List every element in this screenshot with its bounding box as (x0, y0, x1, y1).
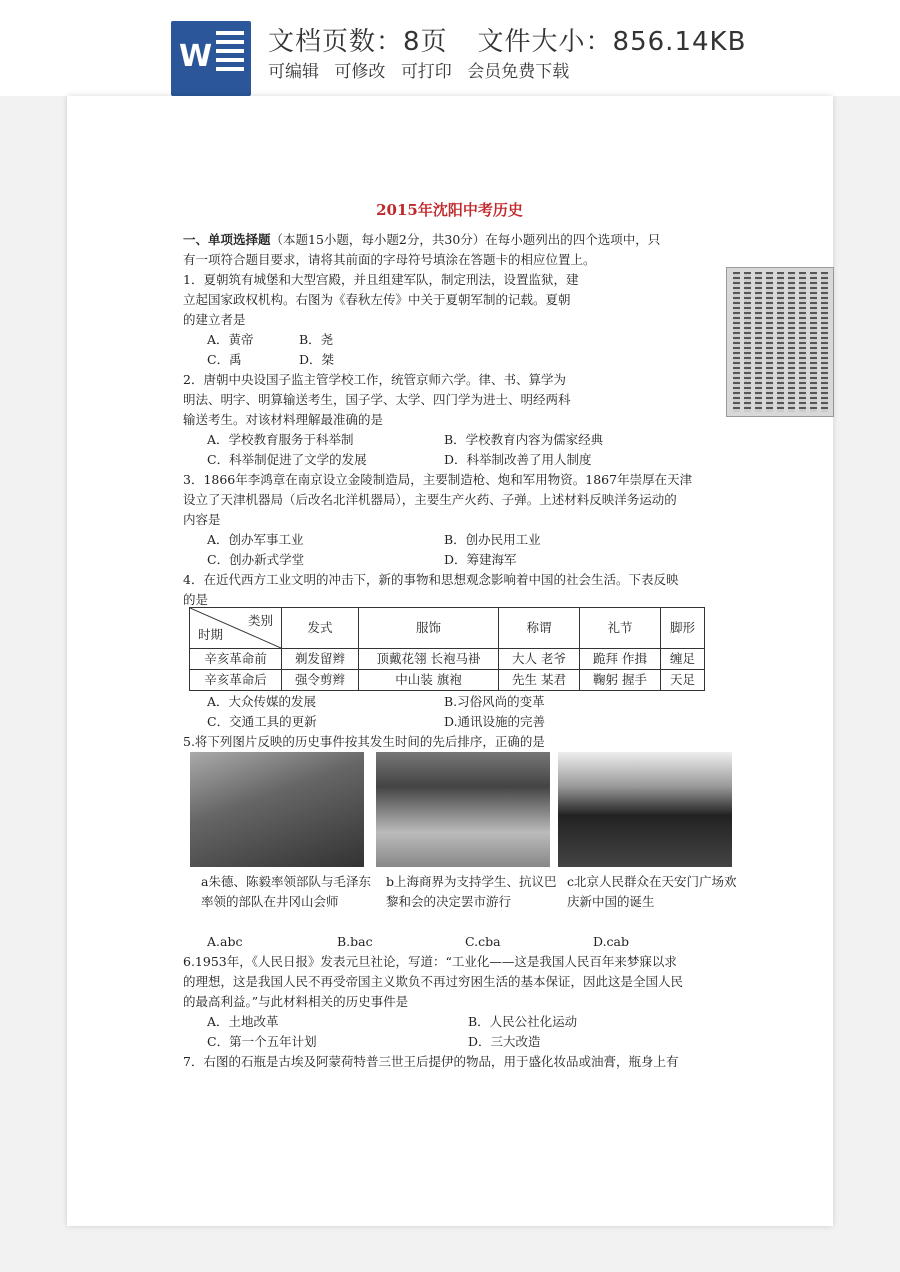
table-cell: 辛亥革命后 (190, 670, 282, 691)
q4-option-a: A．大众传媒的发展 (207, 694, 317, 709)
file-size: 文件大小：856.14KB (477, 27, 747, 57)
feature-member-download: 会员免费下载 (467, 62, 570, 82)
question-6-line: 的理想，这是我国人民不再受帝国主义欺负不再过穷困生活的基本保证，因此这是全国人民 (183, 974, 684, 989)
question-1-line: 立起国家政权机构。右图为《春秋左传》中关于夏朝军制的记载。夏朝 (183, 292, 571, 307)
q2-option-d: D．科举制改善了用人制度 (444, 452, 592, 467)
q5-option-a: A.abc (207, 934, 243, 949)
word-document-icon: W (171, 21, 251, 96)
table-header: 服饰 (359, 608, 499, 649)
question-2-line: 明法、明字、明算输送考生，国子学、太学、四门学为进士、明经两科 (183, 392, 571, 407)
q6-option-c: C．第一个五年计划 (207, 1034, 317, 1049)
question-5-line: 5.将下列图片反映的历史事件按其发生时间的先后排序，正确的是 (183, 734, 545, 749)
table-cell: 中山装 旗袍 (359, 670, 499, 691)
question-4-line: 4．在近代西方工业文明的冲击下，新的事物和思想观念影响着中国的社会生活。下表反映 (183, 572, 679, 587)
question-3-line: 内容是 (183, 512, 221, 527)
page-count: 文档页数：8页 (268, 27, 448, 57)
q4-option-b: B.习俗风尚的变革 (444, 694, 545, 709)
feature-editable: 可编辑 (268, 62, 319, 82)
table-cell: 剃发留辫 (282, 649, 359, 670)
banner-title (268, 21, 746, 58)
q2-option-b: B．学校教育内容为儒家经典 (444, 432, 604, 447)
shanghai-strike-photo (376, 752, 550, 867)
section-heading: 一、单项选择题（本题15小题，每小题2分，共30分）在每小题列出的四个选项中，只 (183, 232, 661, 247)
q5-option-c: C.cba (465, 934, 501, 949)
q3-option-c: C．创办新式学堂 (207, 552, 305, 567)
q4-option-c: C．交通工具的更新 (207, 714, 317, 729)
question-2-line: 输送考生。对该材料理解最准确的是 (183, 412, 384, 427)
download-banner (0, 0, 900, 96)
table-cell: 辛亥革命前 (190, 649, 282, 670)
q1-option-a: A．黄帝 (207, 332, 254, 347)
q6-option-d: D．三大改造 (468, 1034, 541, 1049)
q5-option-b: B.bac (337, 934, 373, 949)
table-cell: 顶戴花翎 长袍马褂 (359, 649, 499, 670)
question-6-line: 的最高利益。”与此材料相关的历史事件是 (183, 994, 409, 1009)
section-instruction: 有一项符合题目要求，请将其前面的字母符号填涂在答题卡的相应位置上。 (183, 252, 596, 267)
q1-option-b: B．尧 (299, 332, 334, 347)
q6-option-b: B．人民公社化运动 (468, 1014, 578, 1029)
tiananmen-celebration-photo (558, 752, 732, 867)
question-6-line: 6.1953年，《人民日报》发表元旦社论，写道：“工业化——这是我国人民百年来梦寐以求 (183, 954, 677, 969)
table-cell: 先生 某君 (499, 670, 580, 691)
table-corner-cell (190, 608, 282, 649)
corner-category-label: 类别 (247, 613, 273, 628)
table-cell: 强令剪辫 (282, 670, 359, 691)
table-header-row (190, 608, 705, 649)
corner-period-label: 时期 (198, 626, 224, 642)
q1-option-c: C．禹 (207, 352, 242, 367)
jinggangshan-meeting-photo (190, 752, 364, 867)
table-row (190, 670, 705, 691)
q2-option-c: C．科举制促进了文学的发展 (207, 452, 367, 467)
table-cell: 跪拜 作揖 (580, 649, 661, 670)
photo-caption-b: b上海商界为支持学生、抗议巴黎和会的决定罢市游行 (386, 874, 557, 909)
question-2-line: 2．唐朝中央设国子监主管学校工作，统管京师六学。律、书、算学为 (183, 372, 566, 387)
table-row (190, 649, 705, 670)
table-header: 称谓 (499, 608, 580, 649)
question-1-line: 1．夏朝筑有城堡和大型宫殿，并且组建军队，制定刑法，设置监狱，建 (183, 272, 579, 287)
feature-list (268, 57, 579, 82)
chunqiu-zuozhuan-page-image (726, 267, 834, 417)
feature-modifiable: 可修改 (334, 62, 386, 82)
document-page (67, 96, 833, 1226)
table-header: 发式 (282, 608, 359, 649)
question-3-line: 3．1866年李鸿章在南京设立金陵制造局，主要制造枪、炮和军用物资。1867年崇厚在天津 (183, 472, 693, 487)
table-cell: 天足 (661, 670, 705, 691)
q3-option-d: D．筹建海军 (444, 552, 517, 567)
photo-caption-a: a朱德、陈毅率领部队与毛泽东率领的部队在井冈山会师 (201, 874, 371, 909)
photo-caption-c: c北京人民群众在天安门广场欢庆新中国的诞生 (567, 874, 737, 909)
q1-option-d: D．桀 (299, 352, 335, 367)
question-4-line: 的是 (183, 592, 209, 607)
customs-comparison-table (189, 607, 705, 691)
table-header: 脚形 (661, 608, 705, 649)
feature-printable: 可打印 (400, 62, 452, 82)
question-3-line: 设立了天津机器局（后改名北洋机器局），主要生产火药、子弹。上述材料反映洋务运动的 (183, 492, 677, 507)
q6-option-a: A．土地改革 (207, 1014, 279, 1029)
q4-option-d: D.通讯设施的完善 (444, 714, 546, 729)
question-1-line: 的建立者是 (183, 312, 246, 327)
q5-option-d: D.cab (593, 934, 630, 949)
q3-option-a: A．创办军事工业 (207, 532, 304, 547)
q2-option-a: A．学校教育服务于科举制 (207, 432, 354, 447)
table-cell: 缠足 (661, 649, 705, 670)
question-7-line: 7．右图的石瓶是古埃及阿蒙荷特普三世王后提伊的物品，用于盛化妆品或油膏，瓶身上有 (183, 1054, 679, 1069)
table-cell: 大人 老爷 (499, 649, 580, 670)
document-title: 2015年沈阳中考历史 (376, 201, 523, 219)
table-cell: 鞠躬 握手 (580, 670, 661, 691)
q3-option-b: B．创办民用工业 (444, 532, 541, 547)
table-header: 礼节 (580, 608, 661, 649)
